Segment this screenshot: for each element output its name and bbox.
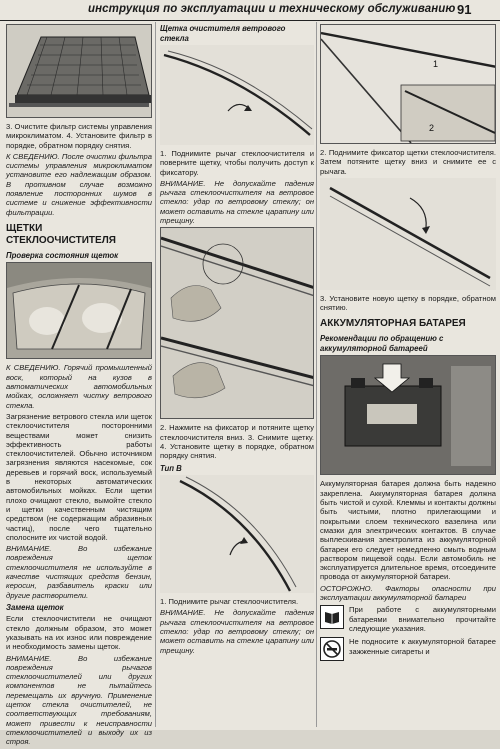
paragraph: Аккумуляторная батарея должна быть надежно закреплена. Аккумуляторная батарея должна быть чистой и сухой. Клеммы и контакты должны быть чистыми, плотно прилегающими и покрытыми слоем технического вазелина или смазки для электрических контактов. В случае выплескивания электролита из аккумуляторной батареи его следует немедленно смыть водным раствором пищевой соды. Если автомобиль не эксплуатируется длительное время, отсоедините провода от аккумуляторной батареи. (320, 479, 496, 582)
warning-text: ВНИМАНИЕ. Во избежание повреждения щеток стеклоочистителя не используйте в качестве чистящих средств бензин, керосин, разбавитель краски или другие растворители. (6, 544, 152, 600)
column-right (320, 24, 496, 661)
warning-text: ОСТОРОЖНО. Факторы опасности при эксплуатации аккумуляторной батареи (320, 583, 496, 603)
no-smoking-icon (320, 637, 344, 661)
figure-wiper-release (160, 227, 314, 419)
page-header (0, 0, 500, 21)
column-divider (316, 22, 317, 727)
paragraph: 2. Поднимите фиксатор щетки стеклоочистителя. Затем потяните щетку вниз и снимите ее с рычага. (320, 148, 496, 176)
paragraph: 1. Поднимите рычаг стеклоочистителя. (160, 597, 299, 607)
subsection-title: Рекомендации по обращению с аккумуляторной батареей (320, 334, 444, 353)
type-label: Тип В (160, 463, 182, 473)
paragraph: 3. Очистите фильтр системы управления микроклиматом. 4. Установите фильтр в порядке, обратном порядку снятия. (6, 122, 152, 150)
figure-wiper-type-b (160, 475, 314, 593)
battery-warning-row (320, 605, 496, 633)
figure-wiper-raise (160, 45, 314, 145)
battery-warning-row (320, 637, 496, 661)
paragraph: 3. Установите новую щетку в порядке, обратном снятию. (320, 293, 496, 313)
paragraph: Не подносите к аккумуляторной батарее зажженные сигареты и (349, 637, 496, 656)
figure-cabin-filter (6, 24, 152, 118)
figure-label-2: 2 (429, 123, 435, 133)
column-left (6, 24, 152, 749)
figure-wiper-latch (320, 24, 496, 144)
paragraph: Загрязнение ветрового стекла или щеток стеклоочистителя посторонними веществами может снизить эффективность работы стеклоочистителей. Обычно источником загрязнения являются насекомые, сок деревьев и горячий воск, используемый в некоторых автоматических автомобильных мойках. Если щетки плохо очищают стекло, вымойте стекло и щетки качественным чистящим средством (не содержащим абразивных частиц), после чего тщательно сполосните их чистой водой. (6, 411, 152, 542)
warning-text: ВНИМАНИЕ. Не допускайте падения рычага стеклоочистителя на ветровое стекло: удар по ветровому стеклу; он может оставить на стекле царапину или трещину. (160, 178, 314, 226)
paragraph: 2. Нажмите на фиксатор и потяните щетку стеклоочистителя вниз. 3. Снимите щетку. 4. Установите щетку в порядке, обратном порядку снятия. (160, 423, 314, 461)
subsection-title: Проверка состояния щеток (6, 250, 119, 260)
warning-text: ВНИМАНИЕ. Во избежание повреждения рычагов стеклоочистителей или других компонентов не пытайтесь перемещать их вручную. Применение щеток стекла очистителей, не соответствующих требованиям, может привести к неисправности стеклоочистителей и выходу их из строя. (6, 653, 152, 747)
paragraph: При работе с аккумуляторными батареями внимательно прочитайте следующие указания. (349, 605, 496, 633)
paragraph: Если стеклоочистители не очищают стекло должным образом, это может указывать на их износ или повреждение и необходимость замены щеток. (6, 614, 152, 652)
column-middle (160, 24, 314, 657)
figure-wiper-install (320, 178, 496, 290)
figure-battery (320, 355, 496, 475)
header-title: инструкция по эксплуатации и техническому обслуживанию (88, 3, 456, 15)
note-text: К СВЕДЕНИЮ. После очистки фильтра системы управления микроклиматом установите его надлежащим образом. В противном случае возможно появление посторонних шумов в системе и снижение эффективности фильтрации. (6, 151, 152, 217)
column-divider (155, 22, 156, 727)
section-title-battery: АККУМУЛЯТОРНАЯ БАТАРЕЯ (320, 318, 466, 330)
paragraph: 1. Поднимите рычаг стеклоочистителя и поверните щетку, чтобы получить доступ к фиксатору. (160, 149, 314, 177)
warning-text: ВНИМАНИЕ. Не допускайте падения рычага стеклоочистителя на ветровое стекло: удар по ветровому стеклу; он может оставить на стекле царапину или трещину. (160, 608, 314, 655)
figure-title: Щетка очистителя ветрового стекла (160, 24, 286, 43)
figure-label-1: 1 (433, 59, 439, 69)
note-text: К СВЕДЕНИЮ. Горячий промышленный воск, который на кузов в автоматических автомобильных мойках, осложняет чистку ветрового стекла. (6, 363, 152, 410)
section-title-wipers: ЩЕТКИ СТЕКЛООЧИСТИТЕЛЯ (6, 222, 116, 246)
book-icon (320, 605, 344, 629)
subsection-title: Замена щеток (6, 602, 64, 612)
figure-windshield (6, 262, 152, 359)
page-number: 91 (457, 2, 472, 17)
